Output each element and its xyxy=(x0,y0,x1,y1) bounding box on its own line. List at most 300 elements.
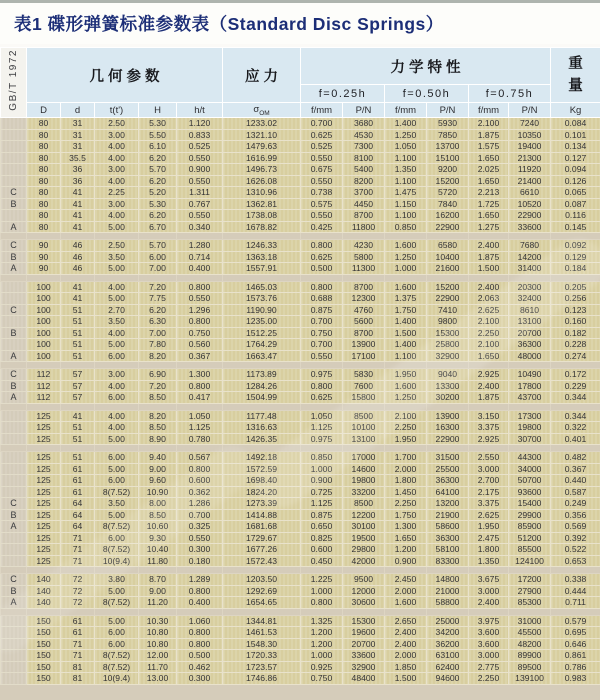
data-cell: 1.311 xyxy=(177,187,223,199)
class-cell xyxy=(1,175,27,187)
data-cell: 1492.18 xyxy=(223,452,301,464)
data-cell: 64100 xyxy=(427,486,469,498)
data-cell: 46 xyxy=(61,263,95,275)
data-cell: 7600 xyxy=(343,380,385,392)
data-cell: 0.550 xyxy=(177,152,223,164)
class-cell xyxy=(1,544,27,556)
data-cell: 5.00 xyxy=(95,463,139,475)
separator-cell xyxy=(1,608,27,615)
data-cell: 81 xyxy=(61,661,95,673)
data-cell: 2.625 xyxy=(469,509,509,521)
data-cell: 0.711 xyxy=(551,597,600,609)
separator-cell xyxy=(343,445,385,452)
data-cell: 3.375 xyxy=(469,498,509,510)
data-cell: 10100 xyxy=(343,422,385,434)
data-cell: 5.00 xyxy=(95,615,139,627)
data-cell: 0.833 xyxy=(177,129,223,141)
data-cell: 30600 xyxy=(343,597,385,609)
data-cell: 1.125 xyxy=(301,498,343,510)
data-cell: 71 xyxy=(61,555,95,567)
data-cell: 1362.81 xyxy=(223,198,301,210)
data-cell: 7410 xyxy=(427,304,469,316)
data-cell: 7680 xyxy=(509,240,551,252)
data-cell: 0.550 xyxy=(177,175,223,187)
data-cell: 0.695 xyxy=(551,627,600,639)
table-row xyxy=(1,175,600,187)
stress-header: 应 力 xyxy=(223,48,301,103)
data-cell: 100 xyxy=(27,327,61,339)
group-separator xyxy=(1,567,600,574)
data-cell: 64 xyxy=(61,521,95,533)
data-cell: 0.325 xyxy=(177,521,223,533)
data-cell: 2.250 xyxy=(385,498,427,510)
class-cell xyxy=(1,673,27,685)
data-cell: 51200 xyxy=(509,532,551,544)
separator-cell xyxy=(95,445,139,452)
data-cell: 0.134 xyxy=(551,141,600,153)
separator-cell xyxy=(95,608,139,615)
data-cell: 27900 xyxy=(509,585,551,597)
data-cell: 16200 xyxy=(427,210,469,222)
data-cell: 125 xyxy=(27,555,61,567)
separator-cell xyxy=(301,608,343,615)
data-cell: 10(9.4) xyxy=(95,555,139,567)
data-cell: 1572.59 xyxy=(223,463,301,475)
data-cell: 2.100 xyxy=(469,316,509,328)
data-cell: 125 xyxy=(27,463,61,475)
data-cell: 0.550 xyxy=(301,210,343,222)
data-cell: 43700 xyxy=(509,392,551,404)
data-cell: 7.00 xyxy=(139,263,177,275)
separator-cell xyxy=(551,362,600,369)
data-cell: 1.200 xyxy=(301,638,343,650)
separator-cell xyxy=(509,567,551,574)
separator-cell xyxy=(509,233,551,240)
data-cell: 10.90 xyxy=(139,486,177,498)
data-cell: 3.00 xyxy=(95,369,139,381)
data-cell: 83300 xyxy=(427,555,469,567)
data-cell: 0.850 xyxy=(385,221,427,233)
data-cell: 8(7.52) xyxy=(95,521,139,533)
data-cell: 4.00 xyxy=(95,410,139,422)
data-cell: 1.500 xyxy=(385,327,427,339)
data-cell: 1284.26 xyxy=(223,380,301,392)
data-cell: 3.50 xyxy=(95,498,139,510)
data-cell: 1173.89 xyxy=(223,369,301,381)
data-cell: 11.70 xyxy=(139,661,177,673)
data-cell: 0.249 xyxy=(551,498,600,510)
data-cell: 4.00 xyxy=(95,327,139,339)
class-cell xyxy=(1,638,27,650)
data-cell: 0.925 xyxy=(301,661,343,673)
table-row xyxy=(1,555,600,567)
group-separator xyxy=(1,362,600,369)
data-cell: 1.200 xyxy=(385,544,427,556)
data-cell: 100 xyxy=(27,281,61,293)
data-cell: 0.625 xyxy=(301,392,343,404)
data-cell: 85300 xyxy=(509,597,551,609)
separator-cell xyxy=(509,403,551,410)
data-cell: 112 xyxy=(27,392,61,404)
data-cell: 13900 xyxy=(427,410,469,422)
class-cell: C xyxy=(1,240,27,252)
data-cell: 2.550 xyxy=(469,452,509,464)
separator-cell xyxy=(139,445,177,452)
data-cell: 8.00 xyxy=(139,498,177,510)
separator-cell xyxy=(301,567,343,574)
data-cell: 150 xyxy=(27,627,61,639)
separator-cell xyxy=(1,274,27,281)
data-cell: 1.600 xyxy=(385,597,427,609)
data-cell: 2.100 xyxy=(385,410,427,422)
data-cell: 8(7.52) xyxy=(95,650,139,662)
data-cell: 0.800 xyxy=(177,585,223,597)
data-cell: 1723.57 xyxy=(223,661,301,673)
separator-cell xyxy=(61,445,95,452)
data-cell: 85900 xyxy=(509,521,551,533)
separator-cell xyxy=(95,233,139,240)
class-cell xyxy=(1,555,27,567)
data-cell: 150 xyxy=(27,650,61,662)
data-cell: 0.550 xyxy=(177,293,223,305)
data-cell: 10400 xyxy=(427,251,469,263)
data-cell: 1512.25 xyxy=(223,327,301,339)
separator-cell xyxy=(95,567,139,574)
data-cell: 125 xyxy=(27,452,61,464)
separator-cell xyxy=(427,403,469,410)
data-cell: 32900 xyxy=(427,350,469,362)
class-cell xyxy=(1,281,27,293)
data-cell: 15100 xyxy=(427,152,469,164)
data-cell: 0.800 xyxy=(301,597,343,609)
data-cell: 35.5 xyxy=(61,152,95,164)
data-cell: 51 xyxy=(61,452,95,464)
data-cell: 1.650 xyxy=(469,210,509,222)
data-cell: 0.229 xyxy=(551,380,600,392)
separator-cell xyxy=(509,445,551,452)
separator-cell xyxy=(139,567,177,574)
class-cell xyxy=(1,661,27,673)
separator-cell xyxy=(27,362,61,369)
data-cell: 30200 xyxy=(427,392,469,404)
separator-cell xyxy=(343,274,385,281)
separator-cell xyxy=(385,567,427,574)
separator-cell xyxy=(385,233,427,240)
table-row xyxy=(1,509,600,521)
deflection-025h: f=0.25h xyxy=(301,85,385,103)
data-cell: 1698.40 xyxy=(223,475,301,487)
data-cell: 31000 xyxy=(509,615,551,627)
separator-cell xyxy=(551,403,600,410)
separator-cell xyxy=(551,445,600,452)
data-cell: 61 xyxy=(61,475,95,487)
data-cell: 8610 xyxy=(509,304,551,316)
data-cell: 72 xyxy=(61,585,95,597)
data-cell: 1.450 xyxy=(385,486,427,498)
data-cell: 6.70 xyxy=(139,221,177,233)
table-row xyxy=(1,350,600,362)
data-cell: 125 xyxy=(27,544,61,556)
data-cell: 0.560 xyxy=(177,339,223,351)
data-cell: 6.00 xyxy=(95,392,139,404)
separator-cell xyxy=(301,274,343,281)
class-cell xyxy=(1,164,27,176)
data-cell: 0.800 xyxy=(301,380,343,392)
data-cell: 8(7.52) xyxy=(95,661,139,673)
data-cell: 0.786 xyxy=(551,661,600,673)
separator-cell xyxy=(223,233,301,240)
data-cell: 1.600 xyxy=(385,240,427,252)
data-cell: 22900 xyxy=(509,210,551,222)
data-cell: 4.00 xyxy=(95,281,139,293)
data-cell: 71 xyxy=(61,532,95,544)
table-row xyxy=(1,152,600,164)
data-cell: 0.700 xyxy=(301,339,343,351)
data-cell: 0.462 xyxy=(177,661,223,673)
column-header: f/mm xyxy=(385,103,427,118)
data-cell: 0.875 xyxy=(301,509,343,521)
separator-cell xyxy=(223,403,301,410)
class-cell: C xyxy=(1,187,27,199)
class-cell: C xyxy=(1,304,27,316)
page-title: 表1 碟形弹簧标准参数表（Standard Disc Springs） xyxy=(14,14,444,34)
data-cell: 10.30 xyxy=(139,615,177,627)
class-cell: B xyxy=(1,380,27,392)
data-cell: 14800 xyxy=(427,574,469,586)
column-header: h/t xyxy=(177,103,223,118)
data-cell: 9200 xyxy=(427,164,469,176)
data-cell: 0.600 xyxy=(301,544,343,556)
table-row xyxy=(1,327,600,339)
data-cell: 0.256 xyxy=(551,293,600,305)
table-row xyxy=(1,380,600,392)
data-cell: 0.300 xyxy=(177,673,223,685)
class-cell xyxy=(1,463,27,475)
separator-cell xyxy=(27,567,61,574)
data-cell: 32400 xyxy=(509,293,551,305)
data-cell: 0.065 xyxy=(551,187,600,199)
data-cell: 0.344 xyxy=(551,410,600,422)
class-cell: A xyxy=(1,521,27,533)
data-cell: 0.550 xyxy=(301,175,343,187)
data-cell: 57 xyxy=(61,380,95,392)
data-cell: 50700 xyxy=(509,475,551,487)
data-cell: 15300 xyxy=(343,615,385,627)
data-cell: 33200 xyxy=(343,486,385,498)
data-cell: 150 xyxy=(27,673,61,685)
class-cell: A xyxy=(1,392,27,404)
separator-cell xyxy=(139,233,177,240)
data-cell: 0.550 xyxy=(301,350,343,362)
data-cell: 19500 xyxy=(343,532,385,544)
data-cell: 1.250 xyxy=(385,251,427,263)
separator-cell xyxy=(139,403,177,410)
data-cell: 1678.82 xyxy=(223,221,301,233)
data-cell: 12000 xyxy=(343,585,385,597)
data-cell: 16300 xyxy=(427,422,469,434)
data-cell: 0.650 xyxy=(301,521,343,533)
data-cell: 2.50 xyxy=(95,240,139,252)
separator-cell xyxy=(343,567,385,574)
data-cell: 0.362 xyxy=(177,486,223,498)
data-cell: 1.650 xyxy=(469,152,509,164)
spring-table-wrap xyxy=(0,47,600,700)
data-cell: 80 xyxy=(27,164,61,176)
data-cell: 4.00 xyxy=(95,210,139,222)
data-cell: 1344.81 xyxy=(223,615,301,627)
data-cell: 1.750 xyxy=(385,304,427,316)
data-cell: 9800 xyxy=(427,316,469,328)
separator-cell xyxy=(223,362,301,369)
data-cell: 0.700 xyxy=(177,509,223,521)
data-cell: 3.00 xyxy=(95,164,139,176)
separator-cell xyxy=(427,445,469,452)
data-cell: 0.344 xyxy=(551,392,600,404)
data-cell: 1573.76 xyxy=(223,293,301,305)
data-cell: 11.80 xyxy=(139,555,177,567)
data-cell: 2.400 xyxy=(469,281,509,293)
header-row-groups xyxy=(1,48,600,85)
data-cell: 4530 xyxy=(343,129,385,141)
data-cell: 0.850 xyxy=(301,452,343,464)
data-cell: 5930 xyxy=(427,118,469,130)
data-cell: 0.900 xyxy=(385,555,427,567)
column-header: P/N xyxy=(509,103,551,118)
data-cell: 5.00 xyxy=(95,509,139,521)
table-row xyxy=(1,251,600,263)
data-cell: 19400 xyxy=(509,141,551,153)
separator-cell xyxy=(551,274,600,281)
separator-cell xyxy=(301,233,343,240)
separator-cell xyxy=(427,362,469,369)
data-cell: 1.125 xyxy=(301,422,343,434)
class-cell xyxy=(1,452,27,464)
separator-cell xyxy=(61,274,95,281)
title-bar xyxy=(0,3,600,44)
data-cell: 1.350 xyxy=(385,164,427,176)
data-cell: 13100 xyxy=(343,433,385,445)
data-cell: 1310.96 xyxy=(223,187,301,199)
class-cell: B xyxy=(1,198,27,210)
data-cell: 0.587 xyxy=(551,486,600,498)
class-cell xyxy=(1,650,27,662)
data-cell: 31400 xyxy=(509,263,551,275)
table-row xyxy=(1,164,600,176)
data-cell: 112 xyxy=(27,369,61,381)
data-cell: 8.50 xyxy=(139,422,177,434)
data-cell: 0.550 xyxy=(177,210,223,222)
data-cell: 1426.35 xyxy=(223,433,301,445)
data-cell: 58800 xyxy=(427,597,469,609)
data-cell: 48000 xyxy=(509,350,551,362)
group-separator xyxy=(1,608,600,615)
table-row xyxy=(1,521,600,533)
class-cell xyxy=(1,410,27,422)
separator-cell xyxy=(551,608,600,615)
data-cell: 1.800 xyxy=(385,475,427,487)
data-cell: 1.575 xyxy=(469,141,509,153)
data-cell: 3.000 xyxy=(469,585,509,597)
data-cell: 3.600 xyxy=(469,627,509,639)
data-cell: 8700 xyxy=(343,210,385,222)
data-cell: 1.000 xyxy=(301,650,343,662)
table-row xyxy=(1,410,600,422)
data-cell: 1246.33 xyxy=(223,240,301,252)
data-cell: 1.050 xyxy=(301,410,343,422)
data-cell: 0.482 xyxy=(551,452,600,464)
separator-cell xyxy=(343,403,385,410)
data-cell: 0.579 xyxy=(551,615,600,627)
data-cell: 125 xyxy=(27,486,61,498)
data-cell: 3680 xyxy=(343,118,385,130)
data-cell: 20300 xyxy=(509,281,551,293)
data-cell: 3.50 xyxy=(95,316,139,328)
data-cell: 89900 xyxy=(509,650,551,662)
data-cell: 12.00 xyxy=(139,650,177,662)
class-cell: A xyxy=(1,597,27,609)
data-cell: 1177.48 xyxy=(223,410,301,422)
table-row xyxy=(1,422,600,434)
data-cell: 0.900 xyxy=(177,164,223,176)
table-row xyxy=(1,463,600,475)
data-cell: 1504.99 xyxy=(223,392,301,404)
data-cell: 61 xyxy=(61,463,95,475)
data-cell: 7850 xyxy=(427,129,469,141)
separator-cell xyxy=(61,567,95,574)
separator-cell xyxy=(95,403,139,410)
separator-cell xyxy=(343,233,385,240)
table-header xyxy=(1,48,600,118)
table-row xyxy=(1,210,600,222)
data-cell: 10.40 xyxy=(139,544,177,556)
data-cell: 2.400 xyxy=(469,240,509,252)
data-cell: 1677.26 xyxy=(223,544,301,556)
table-row xyxy=(1,118,600,130)
table-row xyxy=(1,532,600,544)
data-cell: 1663.47 xyxy=(223,350,301,362)
data-cell: 46 xyxy=(61,251,95,263)
separator-cell xyxy=(27,233,61,240)
data-cell: 71 xyxy=(61,638,95,650)
data-cell: 0.625 xyxy=(301,251,343,263)
data-cell: 9.30 xyxy=(139,532,177,544)
data-cell: 0.274 xyxy=(551,350,600,362)
data-cell: 150 xyxy=(27,615,61,627)
data-cell: 48200 xyxy=(509,638,551,650)
data-cell: 1746.86 xyxy=(223,673,301,685)
table-row xyxy=(1,263,600,275)
data-cell: 5600 xyxy=(343,316,385,328)
separator-cell xyxy=(469,445,509,452)
data-cell: 1.150 xyxy=(385,198,427,210)
data-cell: 4760 xyxy=(343,304,385,316)
data-cell: 0.400 xyxy=(177,263,223,275)
column-header: $\sigma_{OM}$ xyxy=(223,103,301,118)
data-cell: 0.094 xyxy=(551,164,600,176)
data-cell: 124100 xyxy=(509,555,551,567)
data-cell: 8(7.52) xyxy=(95,486,139,498)
data-cell: 1764.29 xyxy=(223,339,301,351)
data-cell: 11800 xyxy=(343,221,385,233)
data-cell: 3.600 xyxy=(469,638,509,650)
data-cell: 89500 xyxy=(509,661,551,673)
data-cell: 1321.10 xyxy=(223,129,301,141)
data-cell: 4.00 xyxy=(95,380,139,392)
data-cell: 4230 xyxy=(343,240,385,252)
data-cell: 5.20 xyxy=(139,187,177,199)
table-row xyxy=(1,475,600,487)
table-row xyxy=(1,650,600,662)
